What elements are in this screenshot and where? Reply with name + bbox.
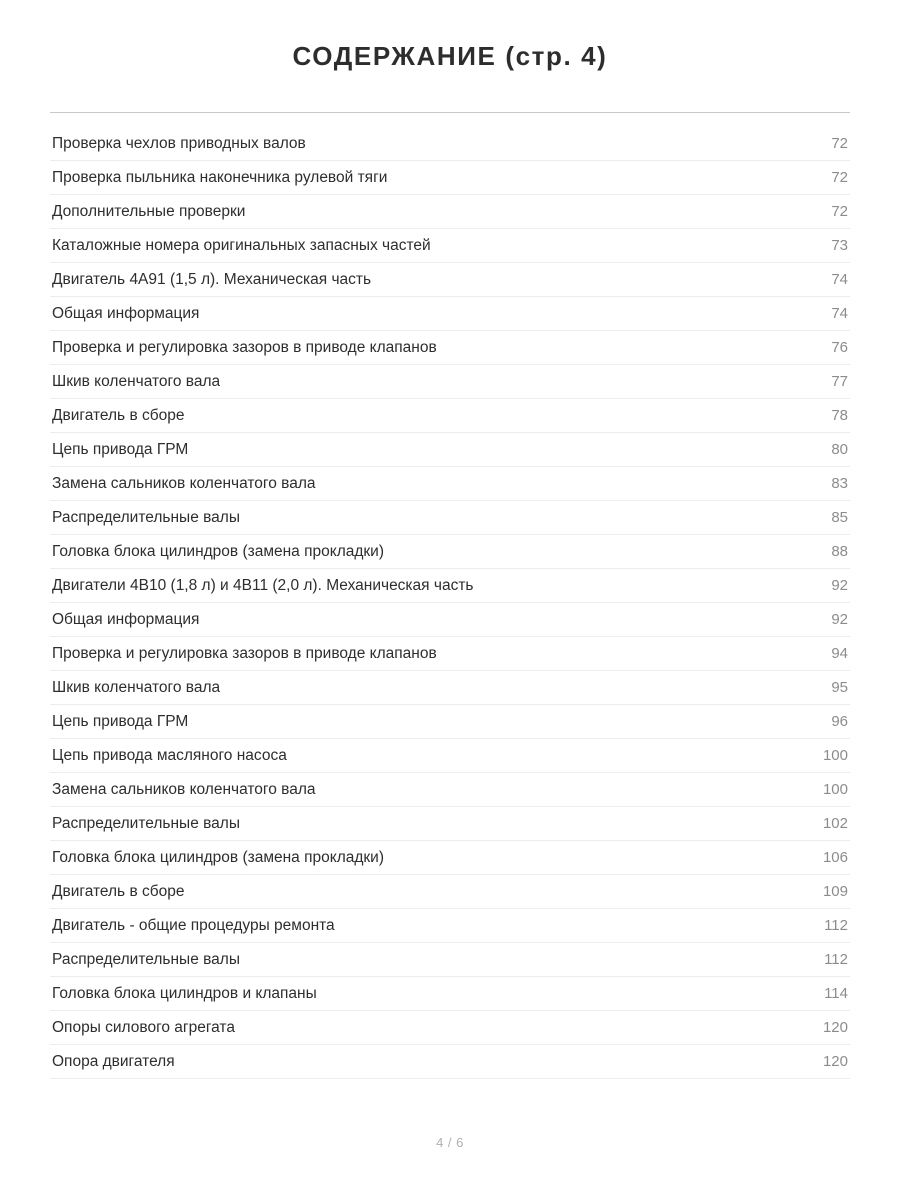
toc-entry-page-number: 72	[831, 168, 848, 186]
toc-entry[interactable]	[50, 875, 850, 909]
page-title: СОДЕРЖАНИЕ (стр. 4)	[292, 41, 608, 71]
toc-entry-page-number: 94	[831, 644, 848, 662]
toc-entry-title: Общая информация	[52, 304, 200, 322]
toc-entry-title: Двигатели 4B10 (1,8 л) и 4B11 (2,0 л). Механическая часть	[52, 576, 474, 594]
toc-entry-title: Общая информация	[52, 610, 200, 628]
toc-entry-title: Цепь привода ГРМ	[52, 712, 189, 730]
toc-entry-page-number: 112	[824, 950, 848, 968]
toc-entry[interactable]	[50, 943, 850, 977]
toc-entry-title: Распределительные валы	[52, 950, 240, 968]
toc-entry-title: Проверка и регулировка зазоров в приводе клапанов	[52, 644, 437, 662]
toc-entry-title: Головка блока цилиндров и клапаны	[52, 984, 317, 1002]
toc-entry-title: Головка блока цилиндров (замена прокладки)	[52, 542, 385, 560]
page-indicator: 4 / 6	[436, 1135, 464, 1150]
toc-entry[interactable]	[50, 739, 850, 773]
header-divider	[50, 112, 850, 113]
footer	[0, 1134, 900, 1152]
toc-entry[interactable]	[50, 1011, 850, 1045]
toc-entry-page-number: 100	[822, 746, 848, 764]
toc-entry[interactable]	[50, 535, 850, 569]
toc-entry-title: Опора двигателя	[52, 1052, 175, 1070]
toc-entry-title: Каталожные номера оригинальных запасных частей	[52, 236, 431, 254]
toc-entry[interactable]	[50, 195, 850, 229]
toc-entry-title: Проверка пыльника наконечника рулевой тяги	[52, 168, 388, 186]
toc-entry-title: Замена сальников коленчатого вала	[52, 474, 316, 492]
toc-entry-title: Замена сальников коленчатого вала	[52, 780, 316, 798]
toc-entry-title: Опоры силового агрегата	[52, 1018, 235, 1036]
toc-entry-page-number: 88	[831, 542, 848, 560]
toc-entry-title: Двигатель - общие процедуры ремонта	[52, 916, 335, 934]
toc-entry-page-number: 85	[831, 508, 848, 526]
toc-entry-title: Проверка и регулировка зазоров в приводе клапанов	[52, 338, 437, 356]
toc-entry[interactable]	[50, 841, 850, 875]
toc-entry-page-number: 74	[831, 270, 848, 288]
toc-entry-page-number: 73	[831, 236, 848, 254]
toc-entry[interactable]	[50, 909, 850, 943]
toc-entry-page-number: 100	[822, 780, 848, 798]
toc-entry[interactable]	[50, 773, 850, 807]
toc-entry-page-number: 106	[822, 848, 848, 866]
toc-entry[interactable]	[50, 263, 850, 297]
toc-entry-page-number: 92	[831, 576, 848, 594]
toc-entry-title: Шкив коленчатого вала	[52, 372, 221, 390]
toc-entry-page-number: 83	[831, 474, 848, 492]
toc-entry-title: Проверка чехлов приводных валов	[52, 134, 306, 152]
toc-entry-page-number: 120	[822, 1018, 848, 1036]
toc-entry[interactable]	[50, 331, 850, 365]
toc-entry-page-number: 74	[831, 304, 848, 322]
toc-entry-page-number: 114	[824, 984, 848, 1002]
title-block	[0, 0, 900, 73]
toc-entry[interactable]	[50, 433, 850, 467]
toc-entry-page-number: 77	[831, 372, 848, 390]
toc-entry[interactable]	[50, 603, 850, 637]
toc-entry[interactable]	[50, 671, 850, 705]
toc-entry-title: Цепь привода масляного насоса	[52, 746, 287, 764]
toc-entry-page-number: 72	[831, 202, 848, 220]
toc-entry-page-number: 109	[822, 882, 848, 900]
toc-entry-page-number: 112	[824, 916, 848, 934]
toc-entry-title: Цепь привода ГРМ	[52, 440, 189, 458]
toc-entry-page-number: 96	[831, 712, 848, 730]
toc-entry[interactable]	[50, 161, 850, 195]
toc-entry[interactable]	[50, 229, 850, 263]
toc-entry-title: Двигатель в сборе	[52, 406, 185, 424]
toc-entry[interactable]	[50, 365, 850, 399]
toc-entry-page-number: 78	[831, 406, 848, 424]
toc-entry[interactable]	[50, 705, 850, 739]
toc-entry-title: Двигатель 4A91 (1,5 л). Механическая часть	[52, 270, 372, 288]
toc-entry-page-number: 102	[822, 814, 848, 832]
toc-entry[interactable]	[50, 977, 850, 1011]
toc-entry-title: Шкив коленчатого вала	[52, 678, 221, 696]
toc-entry-page-number: 76	[831, 338, 848, 356]
toc-entry[interactable]	[50, 807, 850, 841]
toc-entry-page-number: 95	[831, 678, 848, 696]
toc-entry-page-number: 72	[831, 134, 848, 152]
toc-entry-title: Двигатель в сборе	[52, 882, 185, 900]
toc-entry-page-number: 80	[831, 440, 848, 458]
toc-entry-page-number: 120	[822, 1052, 848, 1070]
toc-entry[interactable]	[50, 501, 850, 535]
toc-entry[interactable]	[50, 637, 850, 671]
toc-entry[interactable]	[50, 127, 850, 161]
toc-entry-title: Распределительные валы	[52, 814, 240, 832]
toc-entry-title: Головка блока цилиндров (замена прокладки)	[52, 848, 385, 866]
toc-entry[interactable]	[50, 467, 850, 501]
toc-entry[interactable]	[50, 297, 850, 331]
toc-entry[interactable]	[50, 399, 850, 433]
toc-entry[interactable]	[50, 569, 850, 603]
toc-entry[interactable]	[50, 1045, 850, 1079]
table-of-contents	[50, 127, 850, 1079]
toc-entry-page-number: 92	[831, 610, 848, 628]
toc-entry-title: Распределительные валы	[52, 508, 240, 526]
toc-entry-title: Дополнительные проверки	[52, 202, 246, 220]
